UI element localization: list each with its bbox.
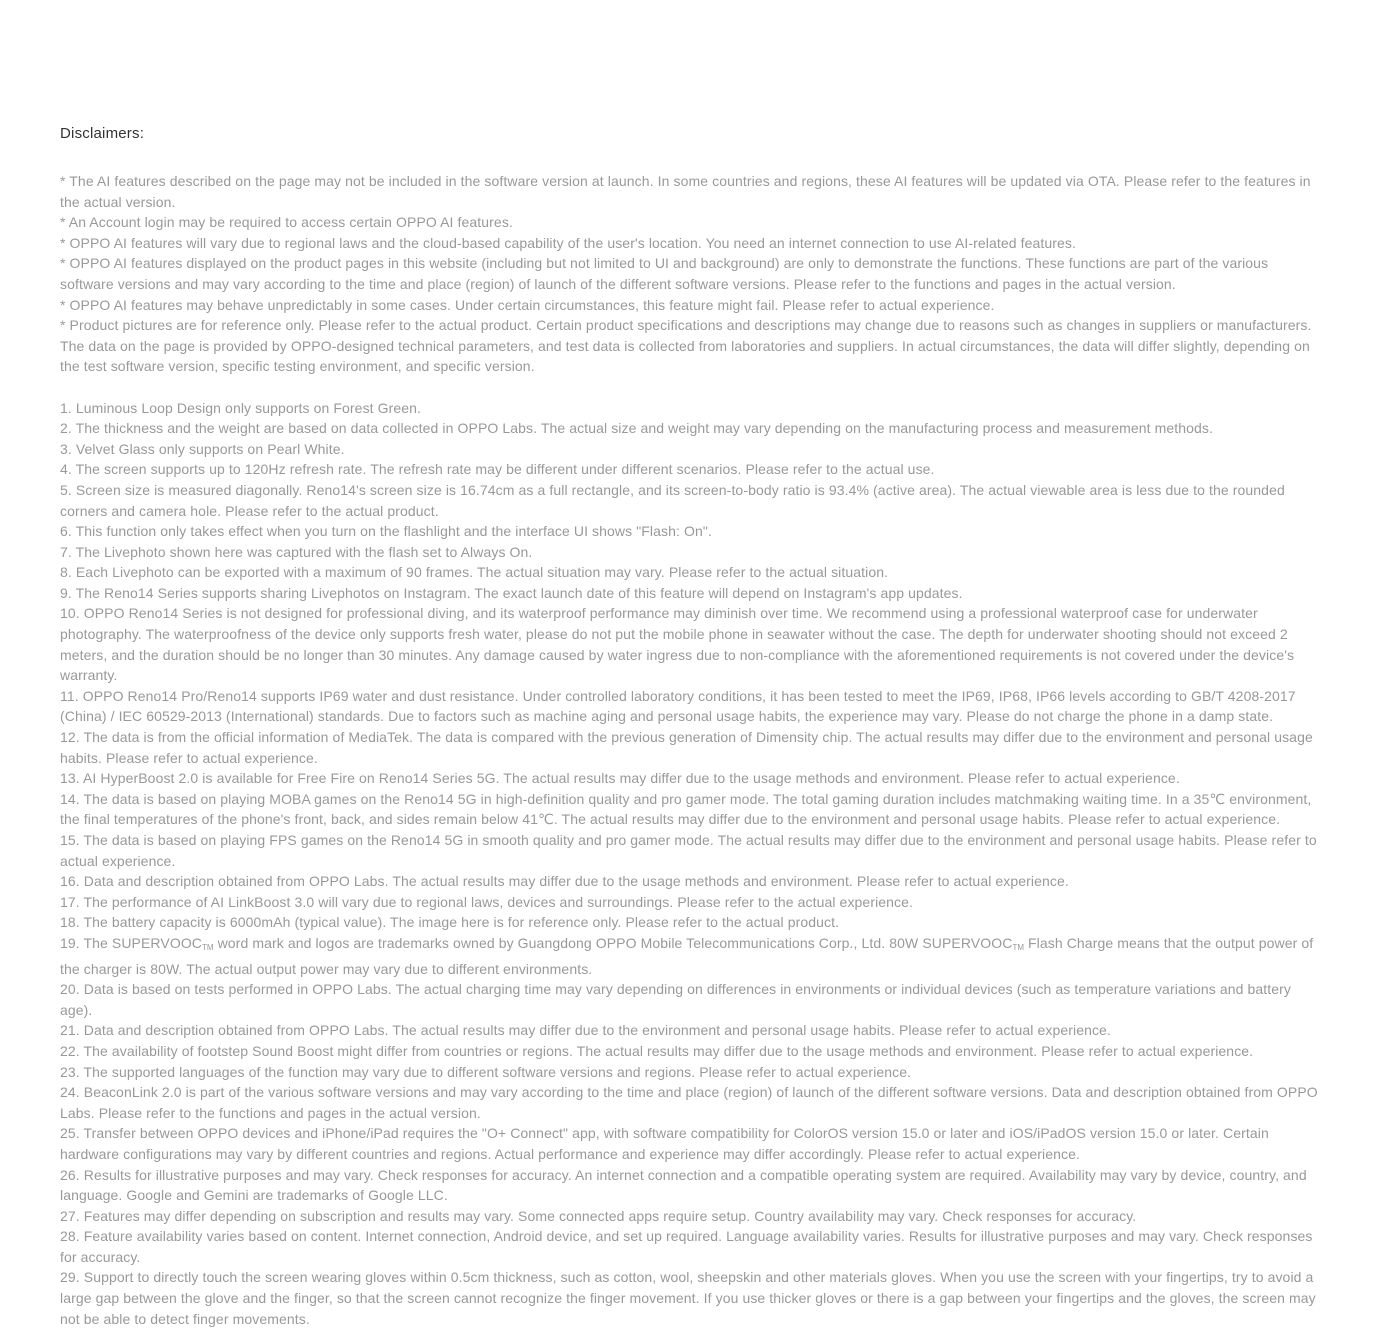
disclaimer-text: 28. Feature availability varies based on content. Internet connection, Android device, and set up required. Language availability varies. Results for illustrative purposes and may vary. Check responses for accuracy. <box>60 1228 1313 1265</box>
disclaimer-text: 25. Transfer between OPPO devices and iPhone/iPad requires the "O+ Connect" app, with software compatibility for ColorOS version 15.0 or later and iOS/iPadOS version 15.0 or later. Certain hardware configurations may vary by different countries and regions. Actual performance and experience may differ accordingly. Please refer to actual experience. <box>60 1125 1269 1162</box>
disclaimer-text: * OPPO AI features may behave unpredictably in some cases. Under certain circumstances, this feature might fail. Please refer to actual experience. <box>60 296 995 313</box>
disclaimer-text: * An Account login may be required to access certain OPPO AI features. <box>60 214 513 231</box>
disclaimer-line <box>60 912 1322 933</box>
disclaimer-text: 12. The data is from the official information of MediaTek. The data is compared with the previous generation of Dimensity chip. The actual results may differ due to the environment and personal usage habits. Please refer to actual experience. <box>60 729 1313 766</box>
disclaimer-line <box>60 1082 1322 1123</box>
disclaimer-text: * OPPO AI features displayed on the product pages in this website (including but not limited to UI and background) are only to demonstrate the functions. These functions are part of the various software versions and may vary according to the time and place (region) of launch of the different software versions. Please refer to the functions and pages in the actual version. <box>60 255 1269 292</box>
disclaimer-line <box>60 1062 1322 1083</box>
disclaimer-line <box>60 315 1322 377</box>
disclaimer-line <box>60 418 1322 439</box>
disclaimer-line <box>60 686 1322 727</box>
disclaimer-line <box>60 789 1322 830</box>
disclaimer-text: 20. Data is based on tests performed in OPPO Labs. The actual charging time may vary depending on differences in environments or individual devices (such as temperature variations and battery age). <box>60 981 1292 1018</box>
disclaimer-line <box>60 439 1322 460</box>
disclaimer-line <box>60 1226 1322 1267</box>
disclaimer-text: 26. Results for illustrative purposes and may vary. Check responses for accuracy. An internet connection and a compatible operating system are required. Availability may vary by device, country, and language. Google and Gemini are trademarks of Google LLC. <box>60 1166 1307 1204</box>
disclaimer-text: * The AI features described on the page may not be included in the software version at launch. In some countries and regions, these AI features will be updated via OTA. Please refer to the features in the actual version. <box>60 173 1311 210</box>
disclaimer-line <box>60 521 1322 542</box>
disclaimer-line <box>60 233 1322 254</box>
disclaimer-line <box>60 480 1322 521</box>
disclaimer-line <box>60 1267 1322 1329</box>
disclaimer-line <box>60 1020 1322 1041</box>
disclaimer-line <box>60 603 1322 685</box>
disclaimer-line <box>60 892 1322 913</box>
disclaimer-line <box>60 459 1322 480</box>
disclaimer-line <box>60 542 1322 563</box>
disclaimer-line <box>60 933 1322 979</box>
trademark-subscript: TM <box>202 942 214 952</box>
disclaimer-line <box>60 398 1322 419</box>
disclaimer-text: 3. Velvet Glass only supports on Pearl White. <box>60 440 345 457</box>
disclaimer-line <box>60 212 1322 233</box>
disclaimer-text: 18. The battery capacity is 6000mAh (typical value). The image here is for reference only. Please refer to the actual product. <box>60 914 840 931</box>
disclaimer-text: 5. Screen size is measured diagonally. Reno14's screen size is 16.74cm as a full rectangle, and its screen-to-body ratio is 93.4% (active area). The actual viewable area is less due to the rounded corners and camera hole. Please refer to the actual product. <box>60 481 1285 519</box>
disclaimer-line <box>60 1206 1322 1227</box>
disclaimer-line <box>60 583 1322 604</box>
disclaimer-text: Flash Charge means that the output power of the charger is 80W. The actual output power may vary due to different environments. <box>60 934 1314 977</box>
disclaimer-text: 14. The data is based on playing MOBA games on the Reno14 5G in high-definition quality and pro gamer mode. The total gaming duration includes matchmaking waiting time. In a 35℃ environment, the final temperatures of the phone's front, back, and sides remain below 41℃. The actual results may differ due to the environment and personal usage habits. Please refer to actual experience. <box>60 790 1312 828</box>
disclaimer-text: 16. Data and description obtained from OPPO Labs. The actual results may differ due to the usage methods and environment. Please refer to actual experience. <box>60 873 1069 890</box>
disclaimer-line <box>60 1041 1322 1062</box>
general-disclaimer-notes <box>60 171 1322 377</box>
disclaimer-line <box>60 871 1322 892</box>
disclaimer-text: 8. Each Livephoto can be exported with a maximum of 90 frames. The actual situation may vary. Please refer to the actual situation. <box>60 564 889 581</box>
disclaimer-line <box>60 727 1322 768</box>
disclaimer-text: 15. The data is based on playing FPS games on the Reno14 5G in smooth quality and pro gamer mode. The actual results may differ due to the environment and personal usage habits. Please refer to actual experience. <box>60 832 1317 869</box>
disclaimer-line <box>60 253 1322 294</box>
disclaimer-line <box>60 979 1322 1020</box>
disclaimer-text: 21. Data and description obtained from OPPO Labs. The actual results may differ due to the environment and personal usage habits. Please refer to actual experience. <box>60 1022 1111 1039</box>
disclaimer-line <box>60 1165 1322 1206</box>
disclaimer-text: 27. Features may differ depending on subscription and results may vary. Some connected apps require setup. Country availability may vary. Check responses for accuracy. <box>60 1207 1137 1224</box>
disclaimer-text: * OPPO AI features will vary due to regional laws and the cloud-based capability of the user's location. You need an internet connection to use AI-related features. <box>60 234 1077 251</box>
disclaimer-text: * Product pictures are for reference only. Please refer to the actual product. Certain product specifications and descriptions may change due to reasons such as changes in suppliers or manufacturers. The data on the page is provided by OPPO-designed technical parameters, and test data is collected from laboratories and suppliers. In actual circumstances, the data will differ slightly, depending on the test software version, specific testing environment, and specific version. <box>60 317 1312 375</box>
disclaimer-text: 19. The SUPERVOOC <box>60 934 203 951</box>
disclaimer-text: 9. The Reno14 Series supports sharing Livephotos on Instagram. The exact launch date of this feature will depend on Instagram's app updates. <box>60 584 963 601</box>
disclaimer-text: 13. AI HyperBoost 2.0 is available for Free Fire on Reno14 Series 5G. The actual results may differ due to the usage methods and environment. Please refer to actual experience. <box>60 770 1180 787</box>
disclaimer-text: 1. Luminous Loop Design only supports on Forest Green. <box>60 399 422 416</box>
disclaimer-text: 24. BeaconLink 2.0 is part of the various software versions and may vary according to the time and place (region) of launch of the different software versions. Data and description obtained from OPPO Labs. Please refer to the functions and pages in the actual version. <box>60 1084 1318 1121</box>
disclaimer-text: 17. The performance of AI LinkBoost 3.0 will vary due to regional laws, devices and surroundings. Please refer to the actual experience. <box>60 893 914 910</box>
disclaimer-text: 6. This function only takes effect when you turn on the flashlight and the interface UI shows "Flash: On". <box>60 523 712 540</box>
trademark-subscript: TM <box>1012 942 1024 952</box>
disclaimer-line <box>60 768 1322 789</box>
disclaimer-text: 7. The Livephoto shown here was captured with the flash set to Always On. <box>60 543 533 560</box>
disclaimer-line <box>60 1123 1322 1164</box>
disclaimer-text: 10. OPPO Reno14 Series is not designed for professional diving, and its waterproof performance may diminish over time. We recommend using a professional waterproof case for underwater photography. The waterproofness of the device only supports fresh water, please do not put the mobile phone in seawater without the case. The depth for underwater shooting should not exceed 2 meters, and the duration should be no longer than 30 minutes. Any damage caused by water ingress due to non-compliance with the aforementioned requirements is not covered under the device's warranty. <box>60 605 1295 684</box>
disclaimer-text: 23. The supported languages of the function may vary due to different software versions and regions. Please refer to actual experience. <box>60 1063 912 1080</box>
disclaimer-line <box>60 562 1322 583</box>
disclaimer-text: 2. The thickness and the weight are based on data collected in OPPO Labs. The actual size and weight may vary depending on the manufacturing process and measurement methods. <box>60 420 1214 437</box>
disclaimer-line <box>60 830 1322 871</box>
disclaimer-text: 29. Support to directly touch the screen wearing gloves within 0.5cm thickness, such as cotton, wool, sheepskin and other materials gloves. When you use the screen with your fingertips, try to avoid a large gap between the glove and the finger, so that the screen cannot recognize the finger movement. If you use thicker gloves or there is a gap between your fingertips and the gloves, the screen may not be able to detect finger movements. <box>60 1269 1316 1327</box>
disclaimers-heading: Disclaimers: <box>60 125 145 142</box>
disclaimer-text: 4. The screen supports up to 120Hz refresh rate. The refresh rate may be different under different scenarios. Please refer to the actual use. <box>60 461 935 478</box>
disclaimer-text: word mark and logos are trademarks owned by Guangdong OPPO Mobile Telecommunications Corp., Ltd. 80W SUPERVOOC <box>213 934 1013 951</box>
disclaimer-text: 22. The availability of footstep Sound Boost might differ from countries or regions. The actual results may differ due to the usage methods and environment. Please refer to actual experience. <box>60 1042 1254 1059</box>
disclaimer-line <box>60 295 1322 316</box>
disclaimer-line <box>60 171 1322 212</box>
numbered-disclaimer-notes <box>60 398 1322 1330</box>
disclaimer-text: 11. OPPO Reno14 Pro/Reno14 supports IP69 water and dust resistance. Under controlled laboratory conditions, it has been tested to meet the IP69, IP68, IP66 levels according to GB/T 4208-2017 (China) / IEC 60529-2013 (International) standards. Due to factors such as machine aging and personal usage habits, the experience may vary. Please do not charge the phone in a damp state. <box>60 687 1296 725</box>
